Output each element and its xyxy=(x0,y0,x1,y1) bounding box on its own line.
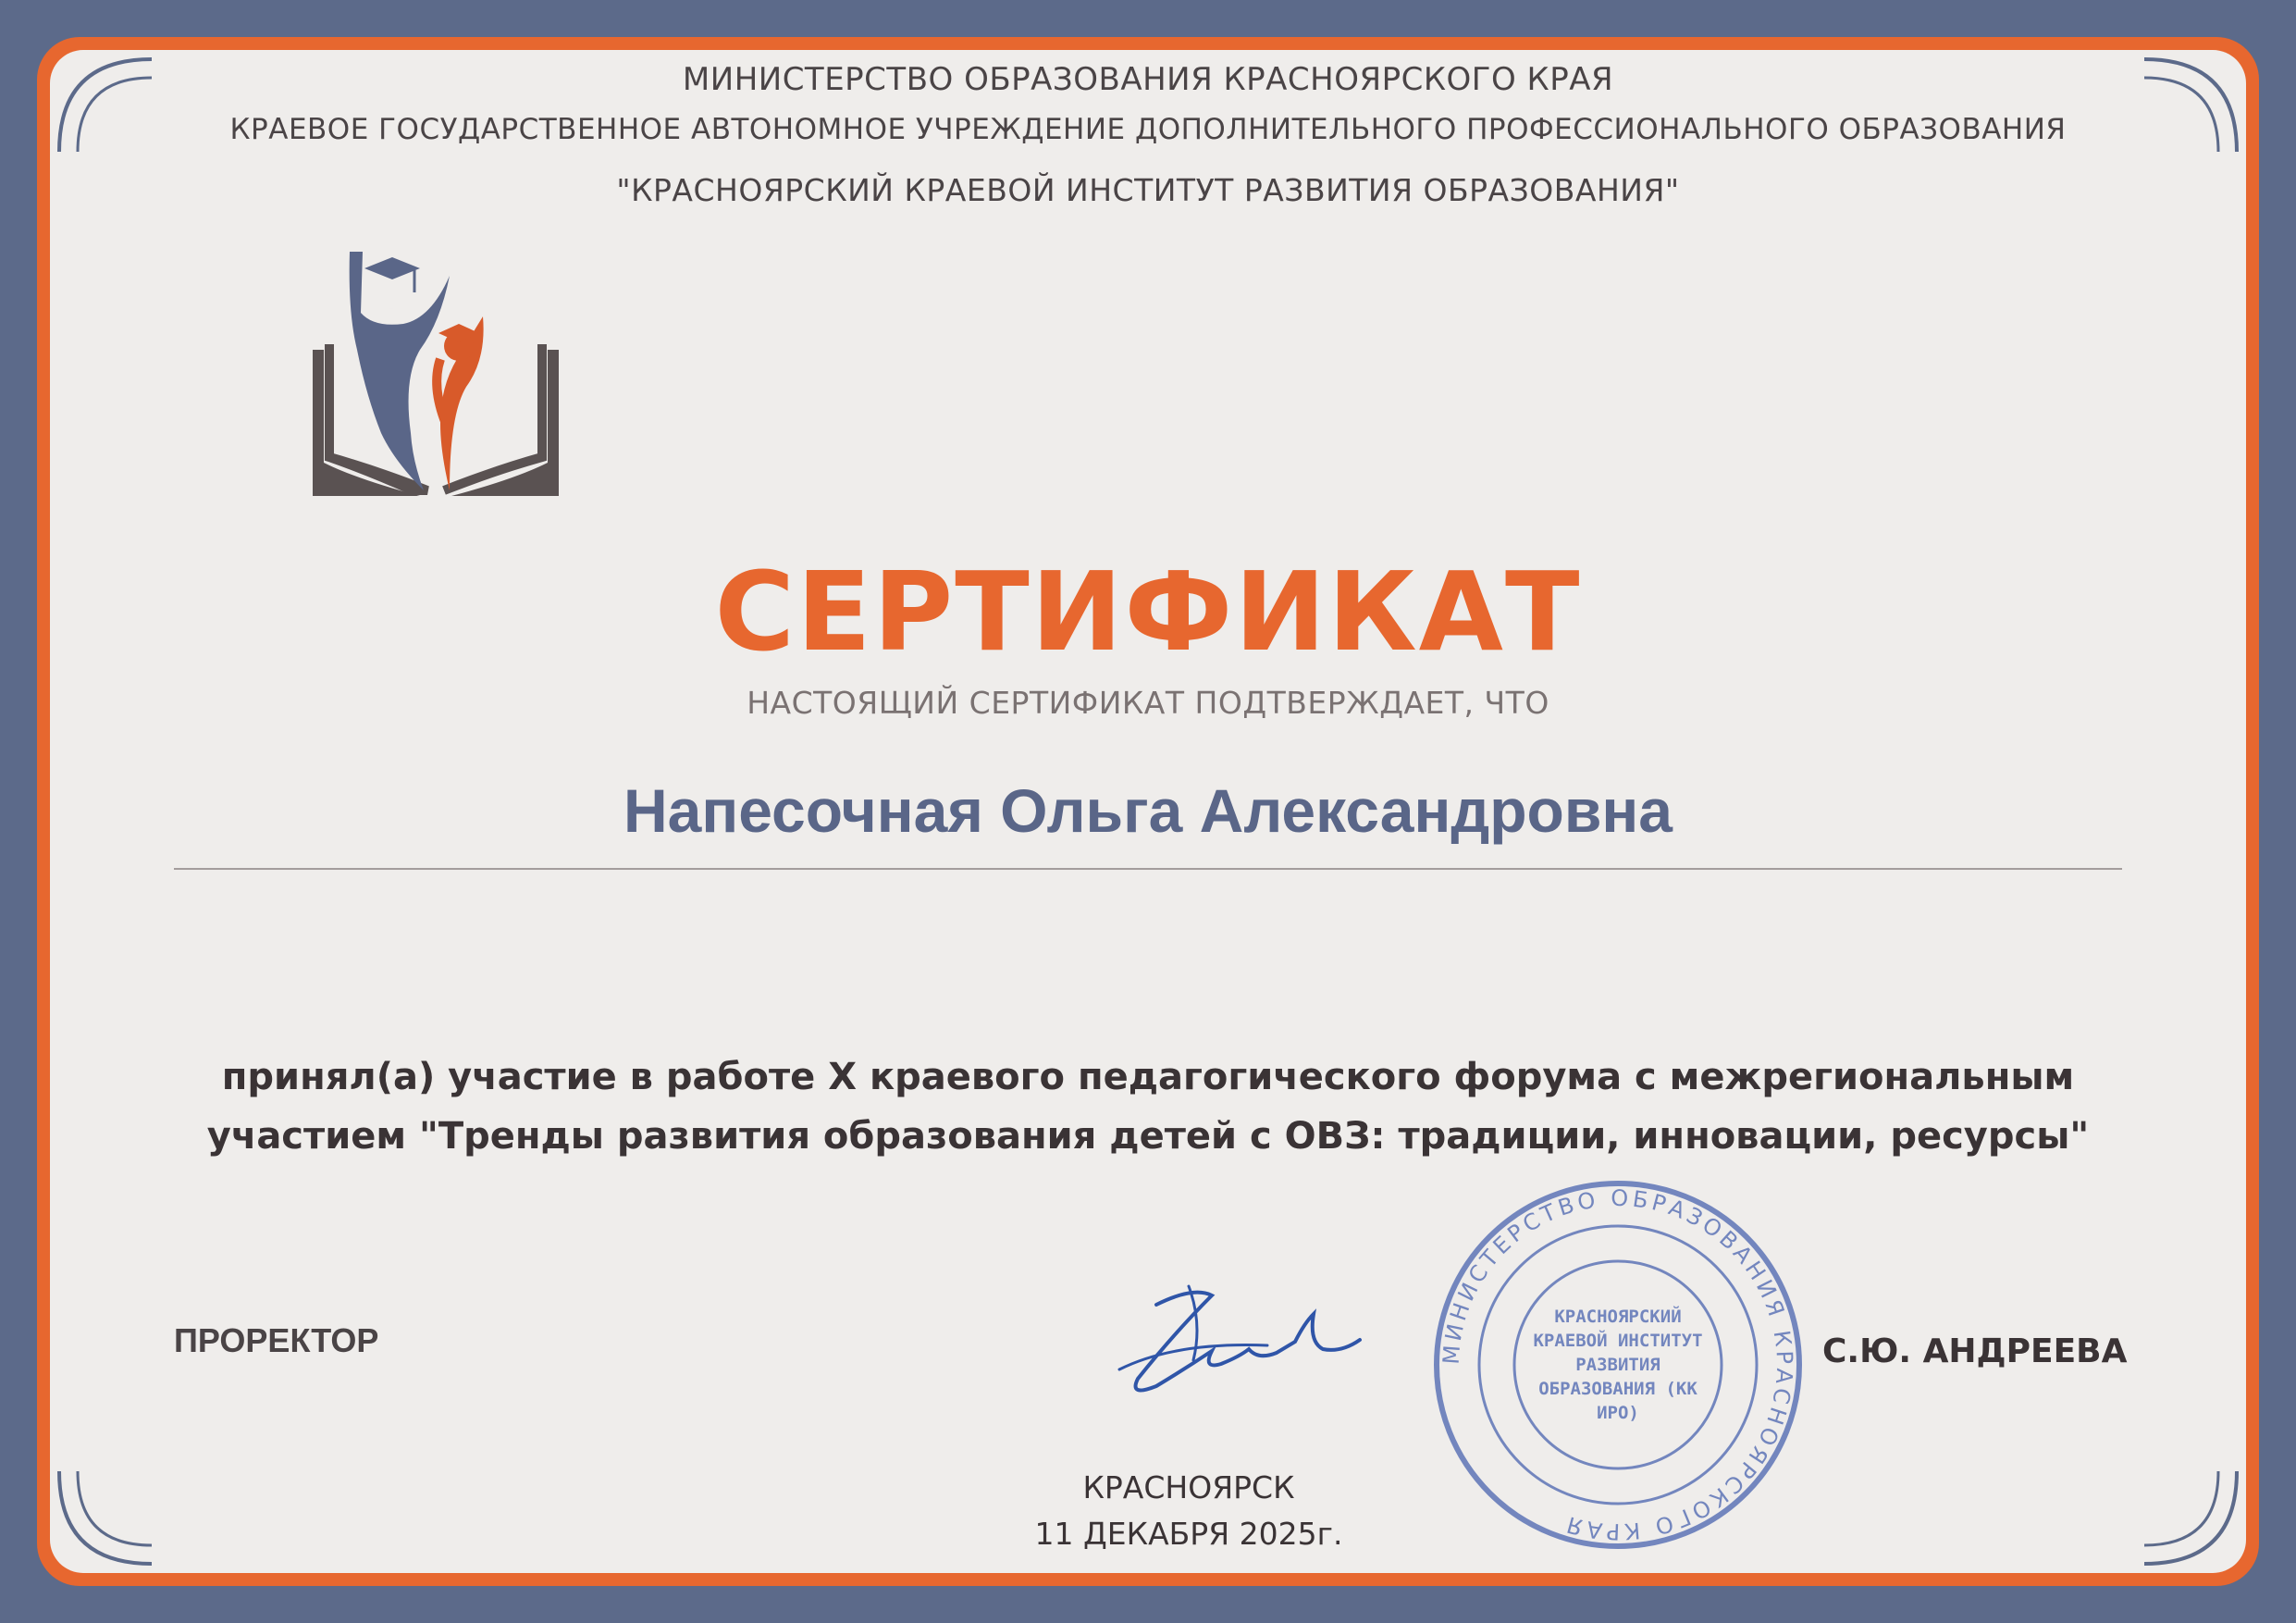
certificate-subtitle: НАСТОЯЩИЙ СЕРТИФИКАТ ПОДТВЕРЖДАЕТ, ЧТО xyxy=(747,685,1549,721)
description-line-2: участием "Тренды развития образования детей с ОВЗ: традиции, инновации, ресурсы" xyxy=(206,1115,2090,1158)
issue-date: 11 ДЕКАБРЯ 2025г. xyxy=(1034,1516,1343,1552)
institution-name-heading: "КРАСНОЯРСКИЙ КРАЕВОЙ ИНСТИТУТ РАЗВИТИЯ ОБРАЗОВАНИЯ" xyxy=(616,172,1680,208)
stamp-ring-text: МИНИСТЕРСТВО ОБРАЗОВАНИЯ КРАСНОЯРСКОГО КРАЯ xyxy=(1438,1184,1798,1545)
name-underline xyxy=(174,868,2122,870)
logo-icon xyxy=(302,248,570,503)
stamp-center-text: КРАСНОЯРСКИЙ КРАЕВОЙ ИНСТИТУТ РАЗВИТИЯ ОБРАЗОВАНИЯ (КК ИРО) xyxy=(1533,1307,1703,1423)
city: КРАСНОЯРСК xyxy=(1082,1469,1295,1505)
recipient-name: Напесочная Ольга Александровна xyxy=(623,776,1673,845)
signer-name: С.Ю. АНДРЕЕВА xyxy=(1822,1332,2128,1370)
participation-description xyxy=(0,1047,2296,1166)
ministry-heading: МИНИСТЕРСТВО ОБРАЗОВАНИЯ КРАСНОЯРСКОГО КРАЯ xyxy=(682,61,1614,98)
institution-type-heading: КРАЕВОЕ ГОСУДАРСТВЕННОЕ АВТОНОМНОЕ УЧРЕЖДЕНИЕ ДОПОЛНИТЕЛЬНОГО ПРОФЕССИОНАЛЬНОГО ОБРАЗОВАНИЯ xyxy=(229,113,2067,146)
description-line-1: принял(а) участие в работе X краевого педагогического форума с межрегиональным xyxy=(221,1056,2075,1098)
signer-role: ПРОРЕКТОР xyxy=(174,1321,379,1359)
certificate-title: СЕРТИФИКАТ xyxy=(714,548,1582,675)
signature-icon xyxy=(1101,1268,1378,1406)
